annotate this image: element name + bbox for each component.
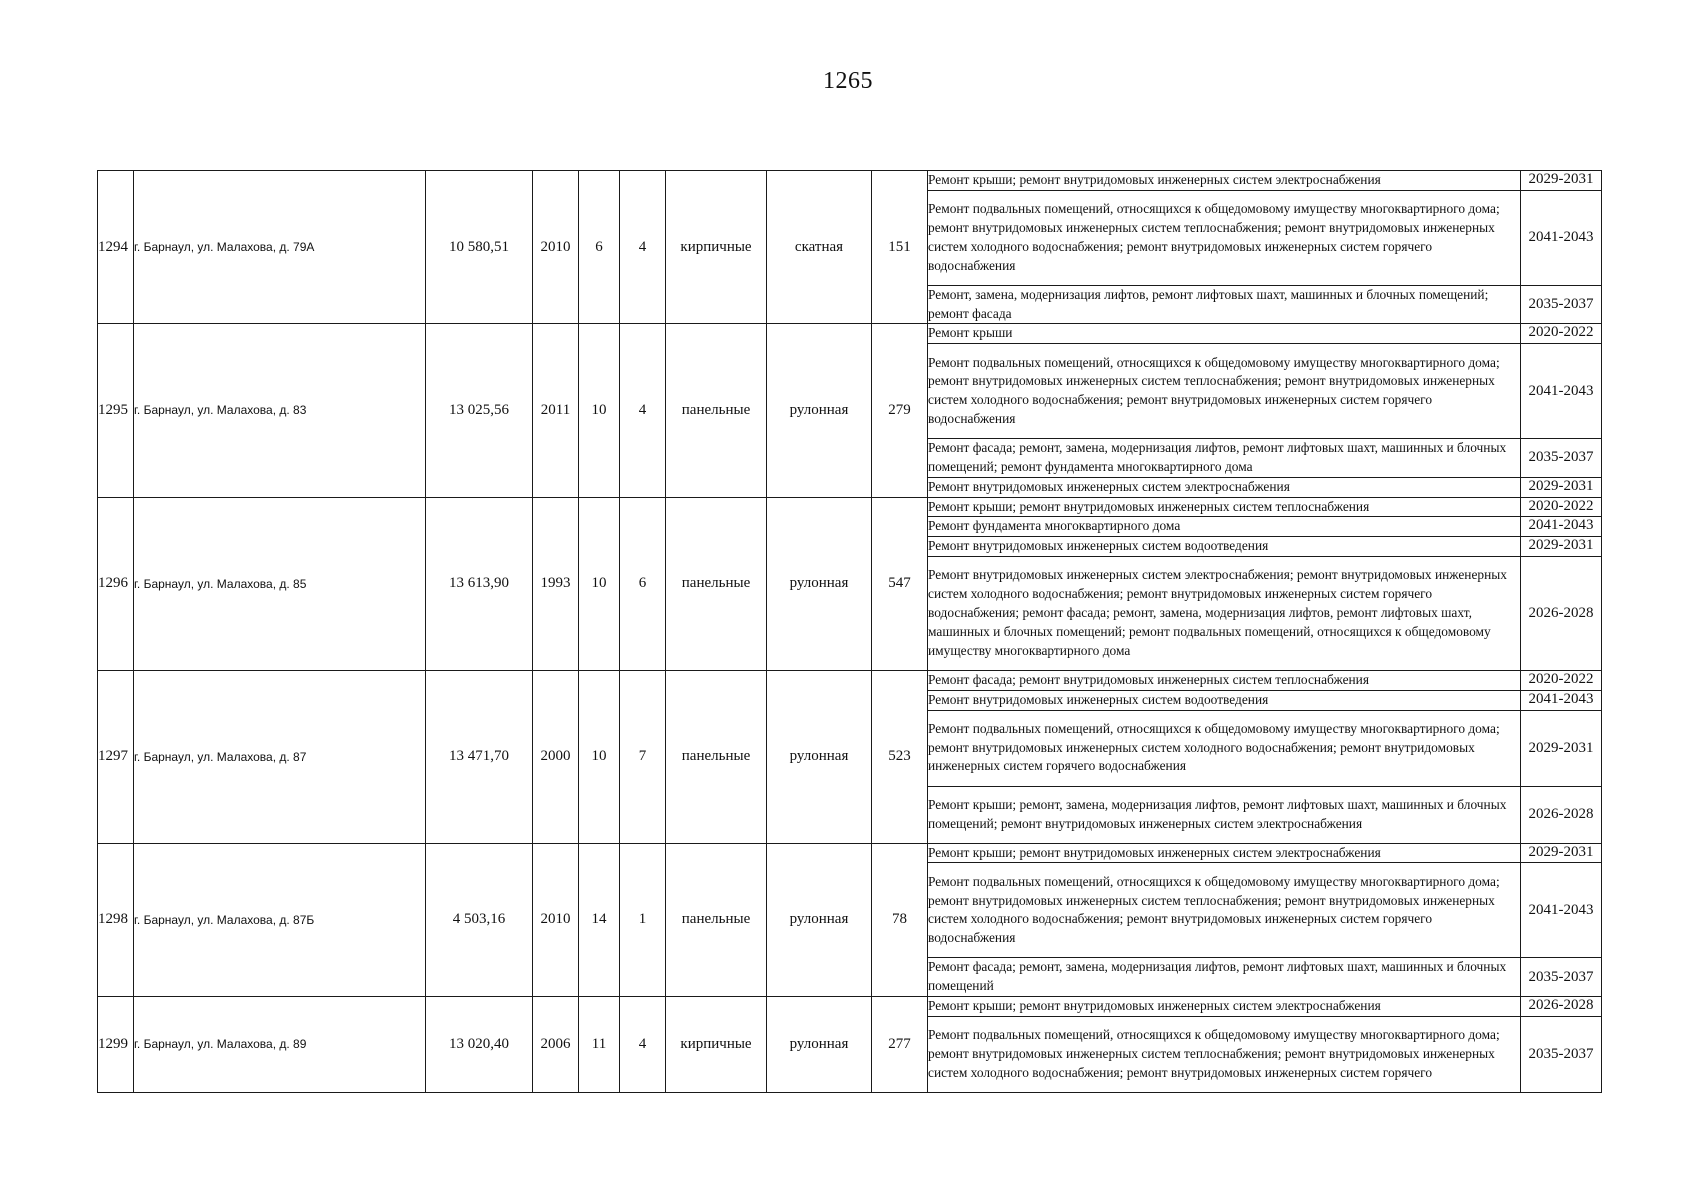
wall-material: кирпичные <box>666 171 767 324</box>
work-period: 2041-2043 <box>1521 190 1602 285</box>
build-year: 2011 <box>533 324 579 497</box>
floors-count: 6 <box>579 171 620 324</box>
roof-type: рулонная <box>767 670 872 843</box>
build-year: 2000 <box>533 670 579 843</box>
work-description: Ремонт подвальных помещений, относящихся к общедомовому имуществу многоквартирного дома; ремонт внутридомовых инженерных систем теплоснабжения; ремонт внутридомовых инженерных систем холодного водоснабжения; ремонт внутридомовых инженерных систем горячего водоснабжения <box>928 190 1521 285</box>
build-year: 2010 <box>533 843 579 996</box>
house-address: г. Барнаул, ул. Малахова, д. 83 <box>134 324 426 497</box>
work-description: Ремонт подвальных помещений, относящихся к общедомовому имуществу многоквартирного дома; ремонт внутридомовых инженерных систем теплоснабжения; ремонт внутридомовых инженерных систем холодного водоснабжения; ремонт внутридомовых инженерных систем горячего <box>928 1016 1521 1092</box>
row-number: 1296 <box>98 497 134 670</box>
work-description: Ремонт фасада; ремонт, замена, модернизация лифтов, ремонт лифтовых шахт, машинных и блочных помещений; ремонт фундамента многоквартирного дома <box>928 439 1521 478</box>
roof-type: рулонная <box>767 324 872 497</box>
work-period: 2026-2028 <box>1521 996 1602 1016</box>
wall-material: панельные <box>666 670 767 843</box>
residents-count: 279 <box>872 324 928 497</box>
house-address: г. Барнаул, ул. Малахова, д. 87 <box>134 670 426 843</box>
work-period: 2041-2043 <box>1521 690 1602 710</box>
total-area: 10 580,51 <box>426 171 533 324</box>
build-year: 2010 <box>533 171 579 324</box>
work-description: Ремонт фасада; ремонт внутридомовых инженерных систем теплоснабжения <box>928 670 1521 690</box>
work-description: Ремонт внутридомовых инженерных систем водоотведения <box>928 537 1521 557</box>
row-number: 1299 <box>98 996 134 1092</box>
work-description: Ремонт крыши; ремонт, замена, модернизация лифтов, ремонт лифтовых шахт, машинных и блочных помещений; ремонт внутридомовых инженерных систем электроснабжения <box>928 786 1521 843</box>
work-period: 2041-2043 <box>1521 863 1602 958</box>
wall-material: панельные <box>666 324 767 497</box>
residents-count: 277 <box>872 996 928 1092</box>
work-description: Ремонт фасада; ремонт, замена, модернизация лифтов, ремонт лифтовых шахт, машинных и блочных помещений <box>928 958 1521 997</box>
work-period: 2041-2043 <box>1521 517 1602 537</box>
work-description: Ремонт подвальных помещений, относящихся к общедомовому имуществу многоквартирного дома; ремонт внутридомовых инженерных систем теплоснабжения; ремонт внутридомовых инженерных систем холодного водоснабжения; ремонт внутридомовых инженерных систем горячего водоснабжения <box>928 344 1521 439</box>
work-description: Ремонт, замена, модернизация лифтов, ремонт лифтовых шахт, машинных и блочных помещений; ремонт фасада <box>928 285 1521 324</box>
row-number: 1295 <box>98 324 134 497</box>
work-description: Ремонт внутридомовых инженерных систем электроснабжения; ремонт внутридомовых инженерных систем холодного водоснабжения; ремонт внутридомовых инженерных систем горячего водоснабжения; ремонт фасада; ремонт, замена, модернизация лифтов, ремонт лифтовых шахт, машинных и блочных помещений; ремонт подвальных помещений, относящихся к общедомовому имуществу многоквартирного дома <box>928 556 1521 670</box>
work-period: 2029-2031 <box>1521 710 1602 786</box>
total-area: 13 020,40 <box>426 996 533 1092</box>
work-period: 2029-2031 <box>1521 843 1602 863</box>
residents-count: 523 <box>872 670 928 843</box>
entrances-count: 4 <box>620 324 666 497</box>
row-number: 1294 <box>98 171 134 324</box>
work-period: 2041-2043 <box>1521 344 1602 439</box>
work-description: Ремонт крыши; ремонт внутридомовых инженерных систем электроснабжения <box>928 843 1521 863</box>
roof-type: рулонная <box>767 996 872 1092</box>
residents-count: 547 <box>872 497 928 670</box>
work-period: 2035-2037 <box>1521 439 1602 478</box>
work-period: 2035-2037 <box>1521 1016 1602 1092</box>
entrances-count: 1 <box>620 843 666 996</box>
work-description: Ремонт фундамента многоквартирного дома <box>928 517 1521 537</box>
residents-count: 151 <box>872 171 928 324</box>
entrances-count: 4 <box>620 171 666 324</box>
work-description: Ремонт крыши; ремонт внутридомовых инженерных систем теплоснабжения <box>928 497 1521 517</box>
work-description: Ремонт крыши <box>928 324 1521 344</box>
work-period: 2026-2028 <box>1521 556 1602 670</box>
page-number: 1265 <box>823 68 873 94</box>
work-period: 2029-2031 <box>1521 477 1602 497</box>
work-description: Ремонт внутридомовых инженерных систем водоотведения <box>928 690 1521 710</box>
work-period: 2035-2037 <box>1521 285 1602 324</box>
floors-count: 10 <box>579 497 620 670</box>
row-number: 1297 <box>98 670 134 843</box>
work-period: 2020-2022 <box>1521 324 1602 344</box>
house-address: г. Барнаул, ул. Малахова, д. 79А <box>134 171 426 324</box>
house-address: г. Барнаул, ул. Малахова, д. 89 <box>134 996 426 1092</box>
wall-material: панельные <box>666 497 767 670</box>
total-area: 13 471,70 <box>426 670 533 843</box>
house-address: г. Барнаул, ул. Малахова, д. 85 <box>134 497 426 670</box>
capital-repair-table <box>97 170 1602 1093</box>
work-description: Ремонт подвальных помещений, относящихся к общедомовому имуществу многоквартирного дома; ремонт внутридомовых инженерных систем холодного водоснабжения; ремонт внутридомовых инженерных систем горячего водоснабжения <box>928 710 1521 786</box>
entrances-count: 6 <box>620 497 666 670</box>
work-period: 2029-2031 <box>1521 171 1602 191</box>
total-area: 13 613,90 <box>426 497 533 670</box>
work-description: Ремонт внутридомовых инженерных систем электроснабжения <box>928 477 1521 497</box>
build-year: 1993 <box>533 497 579 670</box>
entrances-count: 7 <box>620 670 666 843</box>
row-number: 1298 <box>98 843 134 996</box>
house-address: г. Барнаул, ул. Малахова, д. 87Б <box>134 843 426 996</box>
work-period: 2035-2037 <box>1521 958 1602 997</box>
work-period: 2026-2028 <box>1521 786 1602 843</box>
entrances-count: 4 <box>620 996 666 1092</box>
work-period: 2029-2031 <box>1521 537 1602 557</box>
floors-count: 14 <box>579 843 620 996</box>
residents-count: 78 <box>872 843 928 996</box>
floors-count: 11 <box>579 996 620 1092</box>
floors-count: 10 <box>579 670 620 843</box>
wall-material: панельные <box>666 843 767 996</box>
work-description: Ремонт подвальных помещений, относящихся к общедомовому имуществу многоквартирного дома; ремонт внутридомовых инженерных систем теплоснабжения; ремонт внутридомовых инженерных систем холодного водоснабжения; ремонт внутридомовых инженерных систем горячего водоснабжения <box>928 863 1521 958</box>
work-period: 2020-2022 <box>1521 497 1602 517</box>
build-year: 2006 <box>533 996 579 1092</box>
work-description: Ремонт крыши; ремонт внутридомовых инженерных систем электроснабжения <box>928 171 1521 191</box>
total-area: 4 503,16 <box>426 843 533 996</box>
floors-count: 10 <box>579 324 620 497</box>
roof-type: скатная <box>767 171 872 324</box>
total-area: 13 025,56 <box>426 324 533 497</box>
roof-type: рулонная <box>767 497 872 670</box>
wall-material: кирпичные <box>666 996 767 1092</box>
work-period: 2020-2022 <box>1521 670 1602 690</box>
roof-type: рулонная <box>767 843 872 996</box>
work-description: Ремонт крыши; ремонт внутридомовых инженерных систем электроснабжения <box>928 996 1521 1016</box>
